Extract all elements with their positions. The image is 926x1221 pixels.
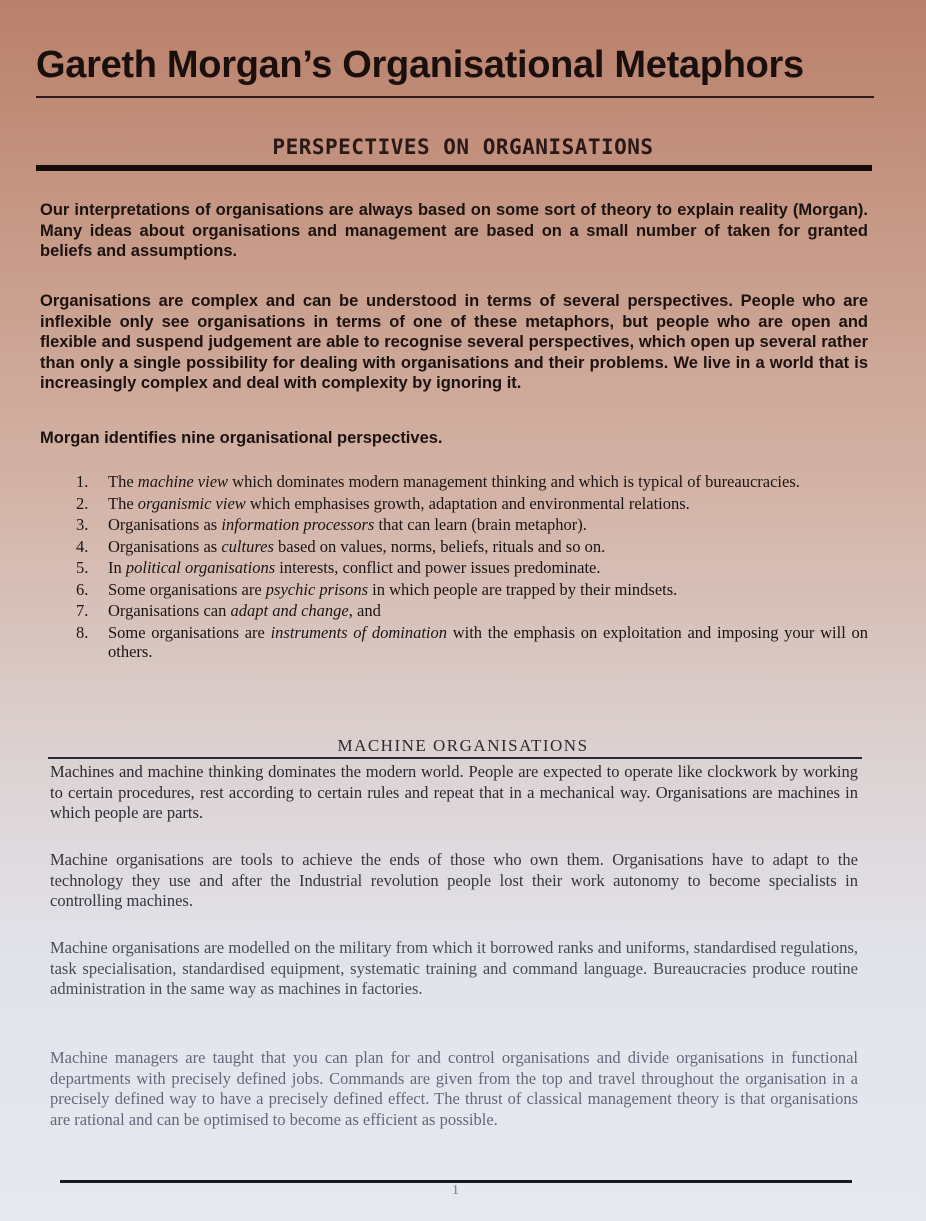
section-heading-perspectives: PERSPECTIVES ON ORGANISATIONS	[272, 135, 654, 159]
list-item: 3. Organisations as information processors that can learn (brain metaphor).	[76, 515, 587, 534]
section-divider	[48, 757, 862, 759]
section-divider	[36, 165, 872, 171]
document-title: Gareth Morgan’s Organisational Metaphors	[36, 44, 804, 86]
paragraph-machine-thinking: Machines and machine thinking dominates the modern world. People are expected to operate like clockwork by working to certain procedures, rest according to certain rules and repeat that in a mechanical way. Organisations are machines in which people are parts.	[50, 762, 858, 822]
paragraph-machine-tools: Machine organisations are tools to achieve the ends of those who own them. Organisations have to adapt to the technology they use and after the Industrial revolution people lost their work autonomy to become specialists in controlling machines.	[50, 850, 858, 910]
paragraph-interpretations: Our interpretations of organisations are always based on some sort of theory to explain reality (Morgan). Many ideas about organisations and management are based on a small number of taken for granted beliefs and assumptions.	[40, 201, 868, 260]
list-item: 1. The machine view which dominates modern management thinking and which is typical of bureaucracies.	[76, 472, 800, 491]
list-item: 4. Organisations as cultures based on values, norms, beliefs, rituals and so on.	[76, 536, 606, 556]
list-item: 5. In political organisations interests, conflict and power issues predominate.	[76, 558, 601, 577]
paragraph-military-model: Machine organisations are modelled on the military from which it borrowed ranks and uniforms, standardised regulations, task specialisation, standardised equipment, systematic training and command language. Bureaucracies produce routine administration in the same way as machines in factories.	[50, 938, 858, 998]
page-number: 1	[452, 1183, 459, 1198]
paragraph-nine-perspectives: Morgan identifies nine organisational perspectives.	[40, 429, 443, 447]
list-item: 2. The organismic view which emphasises growth, adaptation and environmental relations.	[76, 493, 690, 513]
list-item: 6. Some organisations are psychic prisons in which people are trapped by their mindsets.	[76, 579, 678, 599]
title-underline	[36, 96, 874, 98]
list-item: 7. Organisations can adapt and change, and	[76, 601, 381, 620]
perspectives-list	[76, 472, 868, 664]
paragraph-complexity: Organisations are complex and can be understood in terms of several perspectives. People who are inflexible only see organisations in terms of one of these metaphors, but people who are open and flexible and suspend judgement are able to recognise several perspectives, which open up several rather than only a single possibility for dealing with organisations and their problems. We live in a world that is increasingly complex and deal with complexity by ignoring it.	[40, 292, 868, 392]
list-item: 8. Some organisations are instruments of domination with the emphasis on exploitation and imposing your will on others.	[76, 622, 868, 661]
section-heading-machine: MACHINE ORGANISATIONS	[337, 736, 589, 755]
paragraph-machine-managers: Machine managers are taught that you can plan for and control organisations and divide organisations in functional departments with precisely defined jobs. Commands are given from the top and travel throughout the organisation in a precisely defined way to have a precisely defined effect. The thrust of classical management theory is that organisations are rational and can be optimised to become as efficient as possible.	[50, 1048, 858, 1129]
